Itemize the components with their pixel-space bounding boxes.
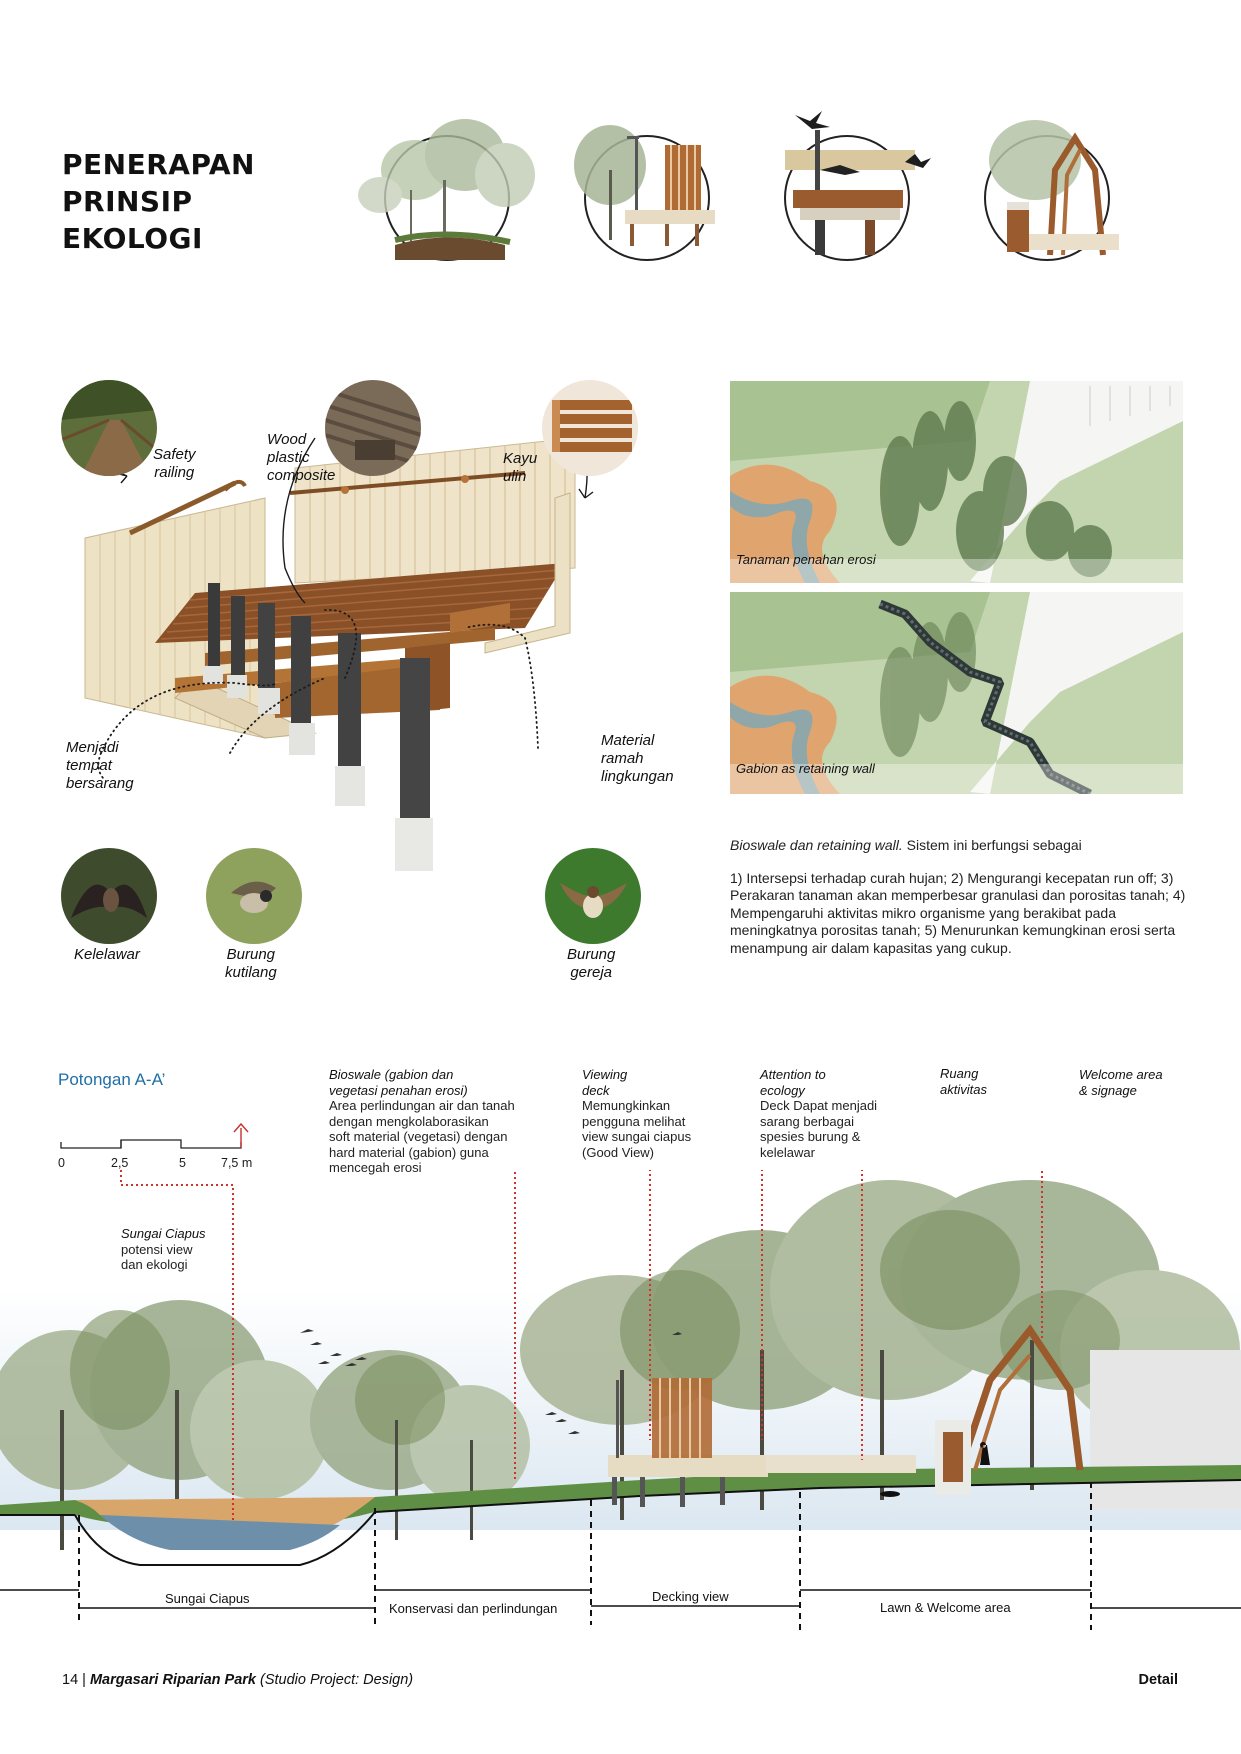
label-kayu-ulin: Kayu ulin [503,450,538,485]
footer-page: 14 | [62,1672,90,1688]
annotation-viewing: Viewing deck Memungkinkan pengguna melihat view sungai ciapus (Good View) [582,1067,692,1160]
annotation-welcome: Welcome area & signage [1079,1067,1163,1098]
annotation-sungai: Sungai Ciapus potensi view dan ekologi [121,1226,206,1272]
footer-project-name: Margasari Riparian Park [89,1672,256,1688]
label-burung-kutilang: Burung kutilang [225,946,277,981]
scale-bar [58,1120,258,1170]
vignette-group [355,110,1185,280]
vignette-deck [555,110,745,280]
caption-tanaman: Tanaman penahan erosi [736,552,876,567]
footer-project [62,1672,413,1688]
burung-gereja-photo [545,848,641,944]
scale-label-0: 0 [58,1156,65,1170]
label-burung-gereja: Burung gereja [567,946,616,981]
zone-lawn-welcome: Lawn & Welcome area [880,1600,1011,1615]
wood-plastic-composite-photo [325,380,421,476]
scale-label-2-5: 2,5 [111,1156,129,1170]
description-lead-italic: Bioswale dan retaining wall. [730,837,903,853]
label-material-ramah: Material ramah lingkungan [601,732,674,785]
footer-section-label: Detail [1138,1672,1178,1688]
label-kelelawar: Kelelawar [74,946,140,963]
label-wood-plastic: Wood plastic composite [267,431,336,484]
zone-sungai-ciapus: Sungai Ciapus [165,1591,250,1606]
description-paragraph: 1) Intersepsi terhadap curah hujan; 2) Mengurangi kecepatan run off; 3) Perakaran tanaman akan memperbesar granulasi dan porositas tanah; 4) Mempengaruhi aktivitas mikro organisme yang berakibat pada meningkatnya porositas tanah; 5) Menurunkan kemungkinan erosi serta menampung air dalam kapasitas yang cukup. [730,869,1186,956]
label-menjadi-tempat: Menjadi tempat bersarang [66,739,134,792]
scale-label-7-5: 7,5 m [221,1156,253,1170]
footer-subtitle: (Studio Project: Design) [255,1672,414,1688]
vignette-birds [755,110,945,280]
kelelawar-photo [61,848,157,944]
vignette-arch [955,110,1145,280]
annotation-attention: Attention to ecology Deck Dapat menjadi sarang berbagai spesies burung & kelelawar [760,1067,878,1160]
erosion-plants-panel [730,381,1183,583]
page-title: PENERAPAN PRINSIP EKOLOGI [62,148,255,255]
kayu-ulin-photo [542,380,638,476]
description-text [730,837,1190,972]
description-lead-rest: Sistem ini berfungsi sebagai [902,837,1082,853]
vignette-trees [355,110,545,280]
scale-label-5: 5 [179,1156,186,1170]
section-title: Potongan A-A’ [58,1070,166,1089]
zone-decking-view: Decking view [652,1589,729,1604]
zone-konservasi: Konservasi dan perlindungan [389,1601,558,1616]
annotation-ruang: Ruang aktivitas [940,1066,987,1097]
burung-kutilang-photo [206,848,302,944]
safety-railing-photo [61,380,157,476]
caption-gabion: Gabion as retaining wall [736,761,875,776]
label-safety-railing: Safety railing [153,446,196,481]
gabion-panel [730,592,1183,794]
annotation-bioswale: Bioswale (gabion dan vegetasi penahan erosi) Area perlindungan air dan tanah dengan mengkolaborasikan soft material (vegetasi) dengan hard material (gabion) guna mencegah erosi [329,1067,515,1175]
